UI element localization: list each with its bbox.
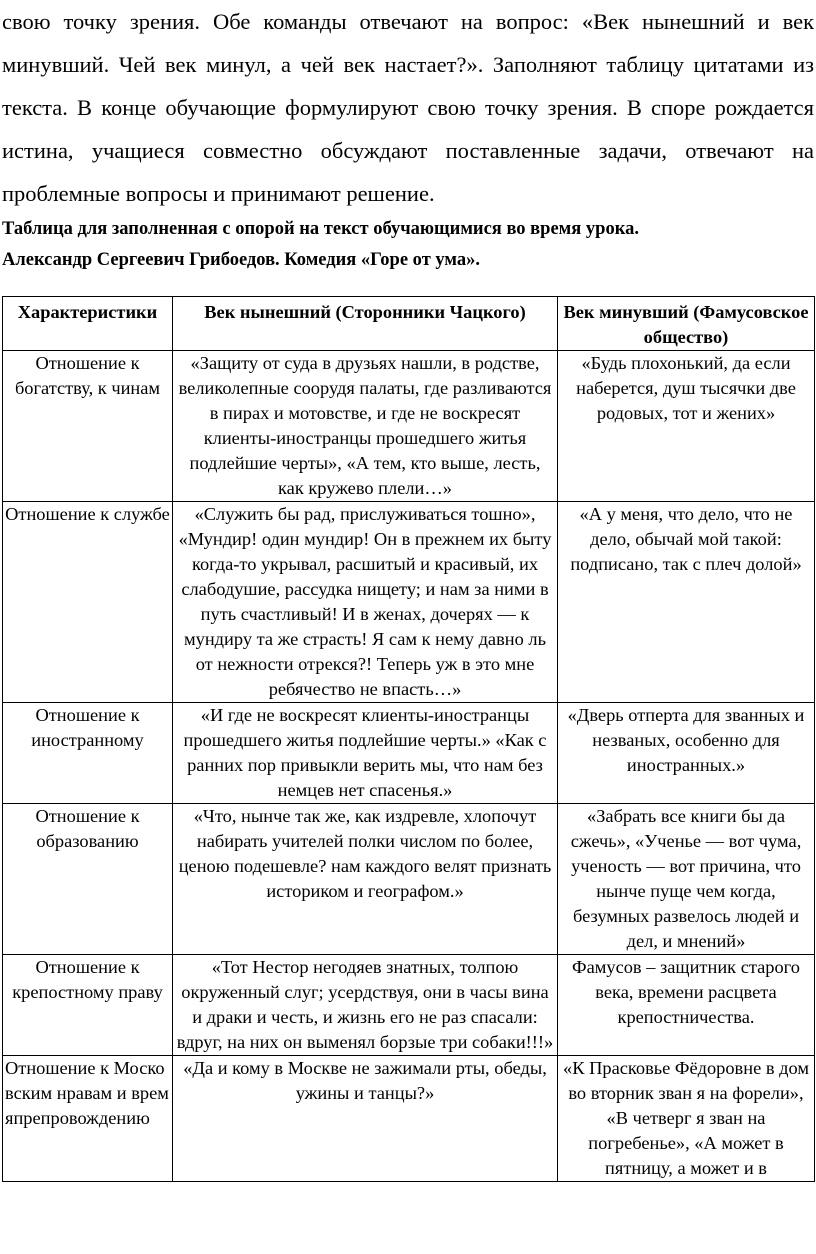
characteristic-cell: Отношение к иностранному bbox=[3, 703, 173, 804]
characteristic-cell: Отношение к богатству, к чинам bbox=[3, 351, 173, 502]
present-quote-cell: «Да и кому в Москве не зажимали рты, обеды, ужины и танцы?» bbox=[173, 1056, 558, 1182]
past-quote-cell: Фамусов – защитник старого века, времени расцвета крепостничества. bbox=[558, 955, 815, 1056]
table-row bbox=[3, 502, 815, 703]
past-quote-cell: «Забрать все книги бы да сжечь», «Ученье — вот чума, ученость — вот причина, что нынче пуще чем когда, безумных развелось людей и дел, и мнений» bbox=[558, 804, 815, 955]
intro-text: свою точку зрения. Обе команды отвечают на вопрос: «Век нынешний и век минувший. Чей век минул, а чей век настает?». Заполняют таблицу цитатами из текста. В конце обучающие формулируют свою точку зрения. В споре рождается истина, учащиеся совместно обсуждают поставленные задачи, отвечают на проблемные вопросы и принимают решение. bbox=[2, 9, 814, 206]
header-characteristics: Характеристики bbox=[3, 297, 173, 351]
table-heading bbox=[2, 214, 814, 276]
present-quote-cell: «Служить бы рад, прислуживаться тошно», «Мундир! один мундир! Он в прежнем их быту когда-то укрывал, расшитый и красивый, их слабодушие, рассудка нищету; и нам за ними в путь счастливый! И в женах, дочерях — к мундиру та же страсть! Я сам к нему давно ль от нежности отрекся?! Теперь уж в это мне ребячество не впасть…» bbox=[173, 502, 558, 703]
table-row bbox=[3, 804, 815, 955]
comparison-table bbox=[2, 296, 815, 1182]
table-row bbox=[3, 703, 815, 804]
table-header-row bbox=[3, 297, 815, 351]
heading-line-1: Таблица для заполненная с опорой на текст обучающимися во время урока. bbox=[2, 219, 639, 239]
present-quote-cell: «И где не воскресят клиенты-иностранцы прошедшего житья подлейшие черты.» «Как с ранних пор привыкли верить мы, что нам без немцев нет спасенья.» bbox=[173, 703, 558, 804]
table-row bbox=[3, 955, 815, 1056]
heading-line-2: Александр Сергеевич Грибоедов. Комедия «Горе от ума». bbox=[2, 250, 481, 270]
table-row bbox=[3, 351, 815, 502]
table-row bbox=[3, 1056, 815, 1182]
characteristic-cell: Отношение к Московским нравам и времяпрепровождению bbox=[3, 1056, 173, 1182]
present-quote-cell: «Защиту от суда в друзьях нашли, в родстве, великолепные соорудя палаты, где разливаются в пирах и мотовстве, и где не воскресят клиенты-иностранцы прошедшего житья подлейшие черты», «А тем, кто выше, лесть, как кружево плели…» bbox=[173, 351, 558, 502]
header-past-century: Век минувший (Фамусовское общество) bbox=[558, 297, 815, 351]
past-quote-cell: «Дверь отперта для званных и незваных, особенно для иностранных.» bbox=[558, 703, 815, 804]
characteristic-cell: Отношение к крепостному праву bbox=[3, 955, 173, 1056]
present-quote-cell: «Тот Нестор негодяев знатных, толпою окруженный слуг; усердствуя, они в часы вина и драки и честь, и жизнь его не раз спасали: вдруг, на них он выменял борзые три собаки!!!» bbox=[173, 955, 558, 1056]
characteristic-cell: Отношение к службе bbox=[3, 502, 173, 703]
past-quote-cell: «К Прасковье Фёдоровне в дом во вторник зван я на форели», «В четверг я зван на погребенье», «А может в пятницу, а может и в bbox=[558, 1056, 815, 1182]
intro-paragraph bbox=[2, 0, 814, 215]
present-quote-cell: «Что, нынче так же, как издревле, хлопочут набирать учителей полки числом по более, ценою подешевле? нам каждого велят признать историком и географом.» bbox=[173, 804, 558, 955]
past-quote-cell: «А у меня, что дело, что не дело, обычай мой такой: подписано, так с плеч долой» bbox=[558, 502, 815, 703]
header-present-century: Век нынешний (Сторонники Чацкого) bbox=[173, 297, 558, 351]
past-quote-cell: «Будь плохонький, да если наберется, душ тысячки две родовых, тот и жених» bbox=[558, 351, 815, 502]
characteristic-cell: Отношение к образованию bbox=[3, 804, 173, 955]
